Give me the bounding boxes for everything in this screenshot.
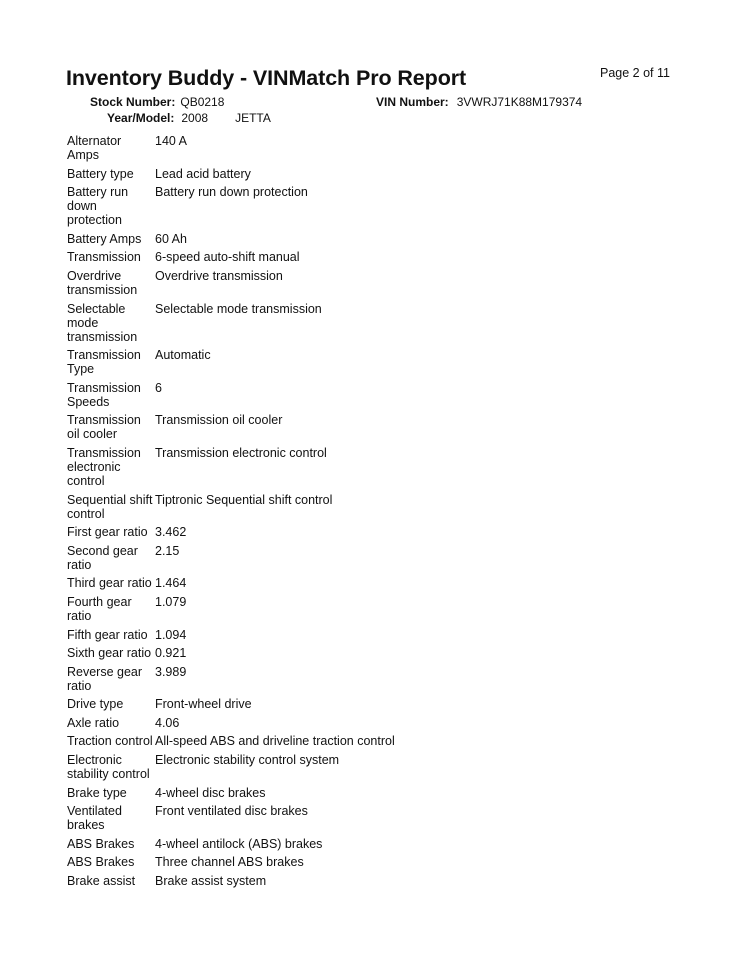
spec-row (67, 855, 667, 869)
spec-label: First gear ratio (67, 525, 148, 540)
spec-label: Fifth gear ratio (67, 627, 148, 642)
spec-row (67, 381, 667, 409)
spec-value: 6 (155, 380, 162, 395)
spec-row (67, 167, 667, 181)
spec-row (67, 786, 667, 800)
spec-label: Selectable mode transmission (67, 301, 138, 344)
spec-label: Reverse gear ratio (67, 664, 143, 693)
spec-value: 60 Ah (155, 231, 187, 246)
spec-label: Brake type (67, 785, 127, 800)
spec-label: ABS Brakes (67, 855, 135, 870)
spec-value: Front ventilated disc brakes (155, 804, 308, 819)
spec-row (67, 628, 667, 642)
year-value: 2008 (181, 111, 209, 125)
spec-label: Drive type (67, 697, 124, 712)
spec-row (67, 716, 667, 730)
year-model-field (107, 111, 271, 125)
vin-number-label: VIN Number: (376, 95, 449, 109)
page-number: Page 2 of 11 (600, 66, 670, 80)
spec-row (67, 525, 667, 539)
spec-row (67, 595, 667, 623)
spec-list (67, 134, 667, 893)
spec-row (67, 185, 667, 227)
spec-label: Fourth gear ratio (67, 594, 132, 623)
year-model-label: Year/Model: (107, 111, 175, 125)
stock-number-label: Stock Number: (90, 95, 176, 109)
spec-value: Selectable mode transmission (155, 301, 322, 316)
spec-label: Sixth gear ratio (67, 646, 152, 661)
spec-value: 3.989 (155, 664, 187, 679)
spec-label: Transmission (67, 250, 141, 265)
spec-label: Third gear ratio (67, 576, 152, 591)
spec-label: Ventilated brakes (67, 804, 122, 833)
spec-row (67, 413, 667, 441)
spec-row (67, 874, 667, 888)
spec-value: Front-wheel drive (155, 697, 252, 712)
spec-value: 6-speed auto-shift manual (155, 250, 300, 265)
spec-value: 3.462 (155, 525, 187, 540)
spec-label: ABS Brakes (67, 836, 135, 851)
spec-value: Tiptronic Sequential shift control (155, 492, 333, 507)
spec-row (67, 250, 667, 264)
vin-number-value: 3VWRJ71K88M179374 (456, 95, 583, 109)
spec-value: 2.15 (155, 543, 180, 558)
spec-label: Alternator Amps (67, 134, 122, 162)
spec-label: Battery Amps (67, 231, 142, 246)
spec-value: 4-wheel antilock (ABS) brakes (155, 836, 323, 851)
spec-label: Electronic stability control (67, 753, 150, 782)
spec-value: 140 A (155, 134, 187, 148)
spec-label: Transmission oil cooler (67, 413, 141, 442)
spec-value: Electronic stability control system (155, 753, 340, 768)
model-value: JETTA (235, 111, 271, 125)
spec-row (67, 269, 667, 297)
stock-number-value: QB0218 (180, 95, 225, 109)
spec-label: Sequential shift control (67, 492, 153, 521)
spec-row (67, 804, 667, 832)
spec-value: 4.06 (155, 715, 180, 730)
spec-row (67, 232, 667, 246)
spec-value: 1.079 (155, 594, 187, 609)
spec-value: Automatic (155, 348, 211, 363)
spec-label: Transmission electronic control (67, 445, 141, 488)
spec-row (67, 493, 667, 521)
spec-value: All-speed ABS and driveline traction control (155, 734, 395, 749)
spec-label: Battery type (67, 166, 134, 181)
spec-value: Overdrive transmission (155, 268, 283, 283)
spec-label: Traction control (67, 734, 153, 749)
spec-value: Transmission oil cooler (155, 413, 283, 428)
spec-value: 4-wheel disc brakes (155, 785, 266, 800)
report-title: Inventory Buddy - VINMatch Pro Report (66, 66, 467, 90)
spec-row (67, 302, 667, 344)
spec-row (67, 134, 667, 162)
spec-row (67, 734, 667, 748)
spec-label: Transmission Speeds (67, 380, 141, 409)
spec-row (67, 665, 667, 693)
spec-row (67, 837, 667, 851)
spec-row (67, 544, 667, 572)
stock-number-field (90, 95, 224, 109)
spec-value: 1.094 (155, 627, 187, 642)
spec-value: 1.464 (155, 576, 187, 591)
spec-row (67, 348, 667, 376)
spec-row (67, 697, 667, 711)
spec-label: Overdrive transmission (67, 268, 138, 297)
spec-value: Lead acid battery (155, 166, 251, 181)
vin-number-field (376, 95, 582, 109)
spec-row (67, 576, 667, 590)
spec-row (67, 646, 667, 660)
spec-label: Second gear ratio (67, 543, 138, 572)
spec-value: 0.921 (155, 646, 187, 661)
spec-row (67, 753, 667, 781)
spec-label: Brake assist (67, 874, 136, 889)
spec-value: Transmission electronic control (155, 445, 327, 460)
spec-label: Axle ratio (67, 715, 120, 730)
spec-value: Three channel ABS brakes (155, 855, 304, 870)
spec-label: Transmission Type (67, 348, 141, 377)
spec-row (67, 446, 667, 488)
spec-value: Battery run down protection (155, 185, 308, 200)
spec-label: Battery run down protection (67, 185, 129, 228)
spec-value: Brake assist system (155, 874, 267, 889)
